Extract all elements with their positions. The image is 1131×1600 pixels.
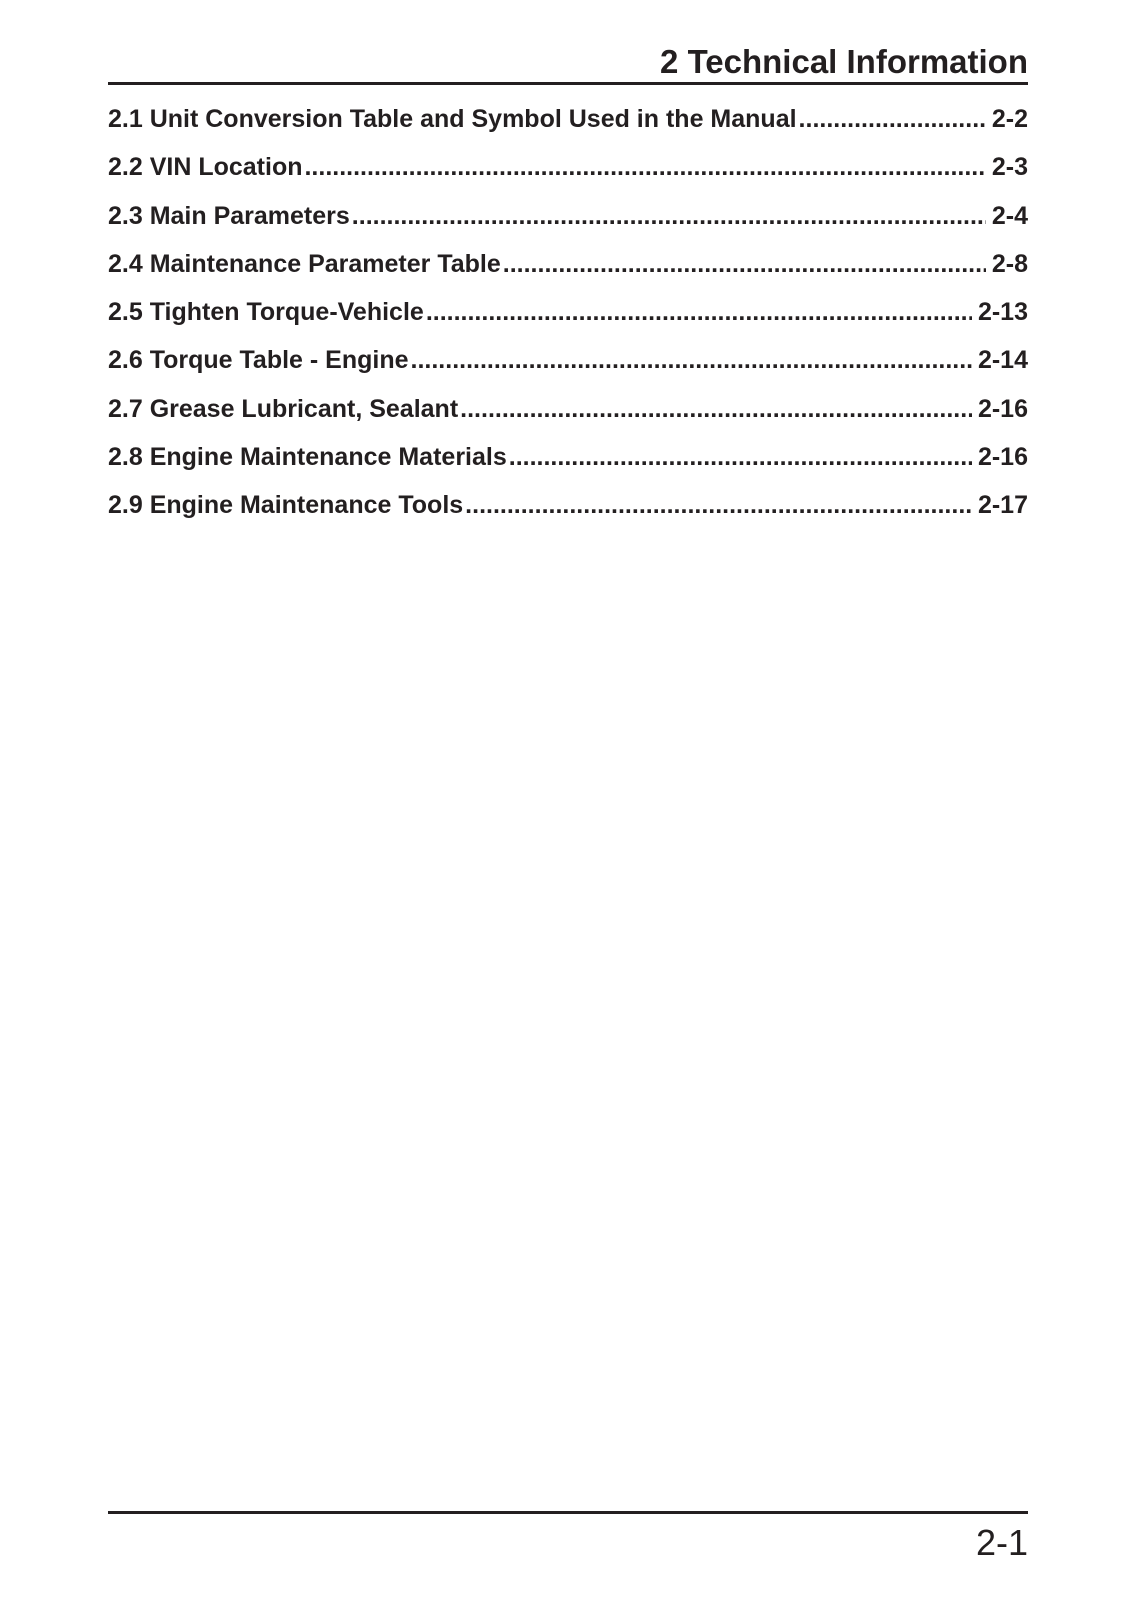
toc-dot-leader — [465, 488, 972, 522]
toc-entry[interactable] — [108, 102, 1028, 150]
toc-entry-label: 2.4 Maintenance Parameter Table — [108, 249, 501, 278]
footer-divider — [108, 1511, 1028, 1514]
toc-dot-leader — [799, 102, 986, 136]
toc-entry[interactable] — [108, 440, 1028, 488]
toc-entry-page: 2-4 — [991, 201, 1028, 230]
toc-entry-label: 2.6 Torque Table - Engine — [108, 346, 409, 375]
toc-entry-label: 2.5 Tighten Torque-Vehicle — [108, 298, 424, 327]
toc-entry-page: 2-13 — [977, 298, 1028, 327]
chapter-title: 2 Technical Information — [660, 43, 1028, 80]
toc-dot-leader — [503, 247, 986, 281]
toc-entry-label: 2.1 Unit Conversion Table and Symbol Used in the Manual — [108, 105, 797, 133]
toc-entry-page: 2-3 — [991, 153, 1028, 182]
chapter-header — [108, 42, 1028, 85]
table-of-contents — [108, 102, 1028, 537]
toc-entry[interactable] — [108, 488, 1028, 536]
toc-entry-label: 2.3 Main Parameters — [108, 201, 350, 230]
toc-entry-page: 2-8 — [991, 249, 1028, 278]
toc-entry[interactable] — [108, 150, 1028, 198]
toc-dot-leader — [304, 150, 985, 184]
page-number: 2-1 — [975, 1522, 1028, 1563]
toc-entry[interactable] — [108, 392, 1028, 440]
toc-entry-page: 2-16 — [977, 394, 1028, 423]
toc-entry-page: 2-17 — [977, 491, 1028, 520]
toc-dot-leader — [460, 392, 972, 426]
toc-entry-label: 2.9 Engine Maintenance Tools — [108, 491, 464, 520]
toc-entry-page: 2-16 — [977, 443, 1028, 472]
toc-entry[interactable] — [108, 295, 1028, 343]
toc-entry-page: 2-14 — [977, 346, 1028, 375]
toc-dot-leader — [509, 440, 972, 474]
toc-dot-leader — [426, 295, 972, 329]
toc-dot-leader — [411, 343, 972, 377]
toc-entry-label: 2.8 Engine Maintenance Materials — [108, 443, 507, 472]
toc-entry-page: 2-2 — [991, 105, 1028, 133]
toc-entry[interactable] — [108, 247, 1028, 295]
toc-dot-leader — [352, 199, 986, 233]
toc-entry[interactable] — [108, 199, 1028, 247]
toc-entry[interactable] — [108, 343, 1028, 391]
toc-entry-label: 2.2 VIN Location — [108, 153, 303, 182]
toc-entry-label: 2.7 Grease Lubricant, Sealant — [108, 394, 459, 423]
